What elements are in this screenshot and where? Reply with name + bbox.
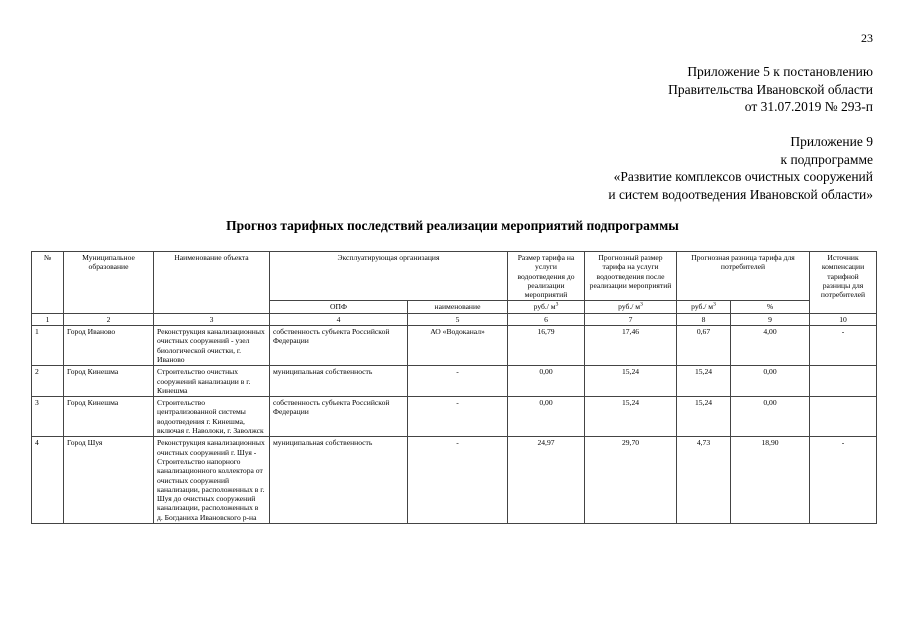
header-forecast-tariff: Прогнозный размер тарифа на услуги водоотведения после реализации мероприятий [585, 252, 677, 301]
page-number: 23 [861, 31, 873, 45]
table-row [32, 437, 877, 524]
row-source: - [810, 326, 877, 366]
appendix-subprogram-line: к подпрограмме [780, 151, 873, 167]
table-row [32, 326, 877, 366]
row-operator-name: - [408, 437, 508, 524]
row-municipality: Город Шуя [64, 437, 154, 524]
header-row [32, 252, 877, 301]
row-operator-name: - [408, 397, 508, 437]
row-operator-name: - [408, 366, 508, 397]
header-tariff-size: Размер тарифа на услуги водоотведения до реализации мероприятий [508, 252, 585, 301]
row-diff-pct: 4,00 [731, 326, 810, 366]
column-number: 7 [585, 313, 677, 325]
row-diff-rub: 15,24 [677, 366, 731, 397]
unit-text: руб./ м [533, 302, 556, 312]
row-operator-name: АО «Водоканал» [408, 326, 508, 366]
appendix-resolution-block [668, 63, 873, 116]
row-source: - [810, 437, 877, 524]
row-object: Строительство централизованной системы водоотведения г. Кинешма, включая г. Наволоки, г. Заволжск [154, 397, 270, 437]
appendix-resolution-line: Правительства Ивановской области [668, 81, 873, 97]
row-forecast: 17,46 [585, 326, 677, 366]
row-tariff: 0,00 [508, 397, 585, 437]
subheader-unit [508, 301, 585, 313]
column-number: 9 [731, 313, 810, 325]
row-diff-pct: 18,90 [731, 437, 810, 524]
row-forecast: 29,70 [585, 437, 677, 524]
column-number: 2 [64, 313, 154, 325]
unit-superscript: 3 [713, 301, 716, 308]
appendix-resolution-line: от 31.07.2019 № 293-п [744, 99, 873, 114]
document-title: Прогноз тарифных последствий реализации мероприятий подпрограммы [226, 218, 679, 233]
column-number: 5 [408, 313, 508, 325]
row-diff-rub: 4,73 [677, 437, 731, 524]
row-no: 2 [32, 366, 64, 397]
row-diff-rub: 0,67 [677, 326, 731, 366]
header-municipality: Муниципальное образование [64, 252, 154, 314]
appendix-subprogram-line: Приложение 9 [790, 134, 873, 149]
row-municipality: Город Кинешма [64, 397, 154, 437]
header-object: Наименование объекта [154, 252, 270, 314]
row-tariff: 24,97 [508, 437, 585, 524]
row-diff-rub: 15,24 [677, 397, 731, 437]
unit-text: руб./ м [691, 302, 714, 312]
row-opf: муниципальная собственность [270, 366, 408, 397]
row-no: 4 [32, 437, 64, 524]
appendix-resolution-line: Приложение 5 к постановлению [687, 64, 873, 79]
row-tariff: 0,00 [508, 366, 585, 397]
unit-superscript: 3 [555, 301, 559, 308]
subheader-unit [585, 301, 677, 313]
row-source [810, 366, 877, 397]
column-number: 10 [810, 313, 877, 325]
row-forecast: 15,24 [585, 397, 677, 437]
header-operator: Эксплуатирующая организация [270, 252, 508, 301]
row-forecast: 15,24 [585, 366, 677, 397]
row-municipality: Город Кинешма [64, 366, 154, 397]
column-number: 1 [32, 313, 64, 325]
row-tariff: 16,79 [508, 326, 585, 366]
appendix-subprogram-block [608, 133, 873, 203]
appendix-subprogram-line: и систем водоотведения Ивановской области» [608, 186, 873, 202]
table-row [32, 366, 877, 397]
row-no: 3 [32, 397, 64, 437]
subheader-opf: ОПФ [270, 301, 408, 313]
header-compensation-source: Источник компенсации тарифной разницы для потребителей [810, 252, 877, 314]
row-no: 1 [32, 326, 64, 366]
row-municipality: Город Иваново [64, 326, 154, 366]
row-object: Строительство очистных сооружений канализации в г. Кинешма [154, 366, 270, 397]
column-number: 4 [270, 313, 408, 325]
row-object: Реконструкция канализационных очистных сооружений г. Шуя - Строительство напорного канализационного коллектора от очистных сооружений канализации, расположенных в г. Шуя до очистных сооружений канализации, расположенных в д. Богданиха Ивановского р-на [154, 437, 270, 524]
subheader-percent: % [731, 301, 810, 313]
appendix-subprogram-line: «Развитие комплексов очистных сооружений [613, 169, 873, 184]
row-diff-pct: 0,00 [731, 366, 810, 397]
table-row [32, 397, 877, 437]
row-opf: собственность субъекта Российской Федерации [270, 326, 408, 366]
header-no: № [32, 252, 64, 314]
column-number: 3 [154, 313, 270, 325]
tariff-forecast-table [31, 251, 877, 524]
row-source [810, 397, 877, 437]
column-number-row [32, 313, 877, 325]
subheader-unit [677, 301, 731, 313]
subheader-name: наименование [408, 301, 508, 313]
header-forecast-diff: Прогнозная разница тарифа для потребителей [677, 252, 810, 301]
column-number: 6 [508, 313, 585, 325]
column-number: 8 [677, 313, 731, 325]
row-object: Реконструкция канализационных очистных сооружений - узел биологической очистки, г. Иваново [154, 326, 270, 366]
row-diff-pct: 0,00 [731, 397, 810, 437]
row-opf: муниципальная собственность [270, 437, 408, 524]
unit-text: руб./ м [618, 302, 641, 312]
unit-superscript: 3 [640, 301, 643, 308]
row-opf: собственность субъекта Российской Федерации [270, 397, 408, 437]
